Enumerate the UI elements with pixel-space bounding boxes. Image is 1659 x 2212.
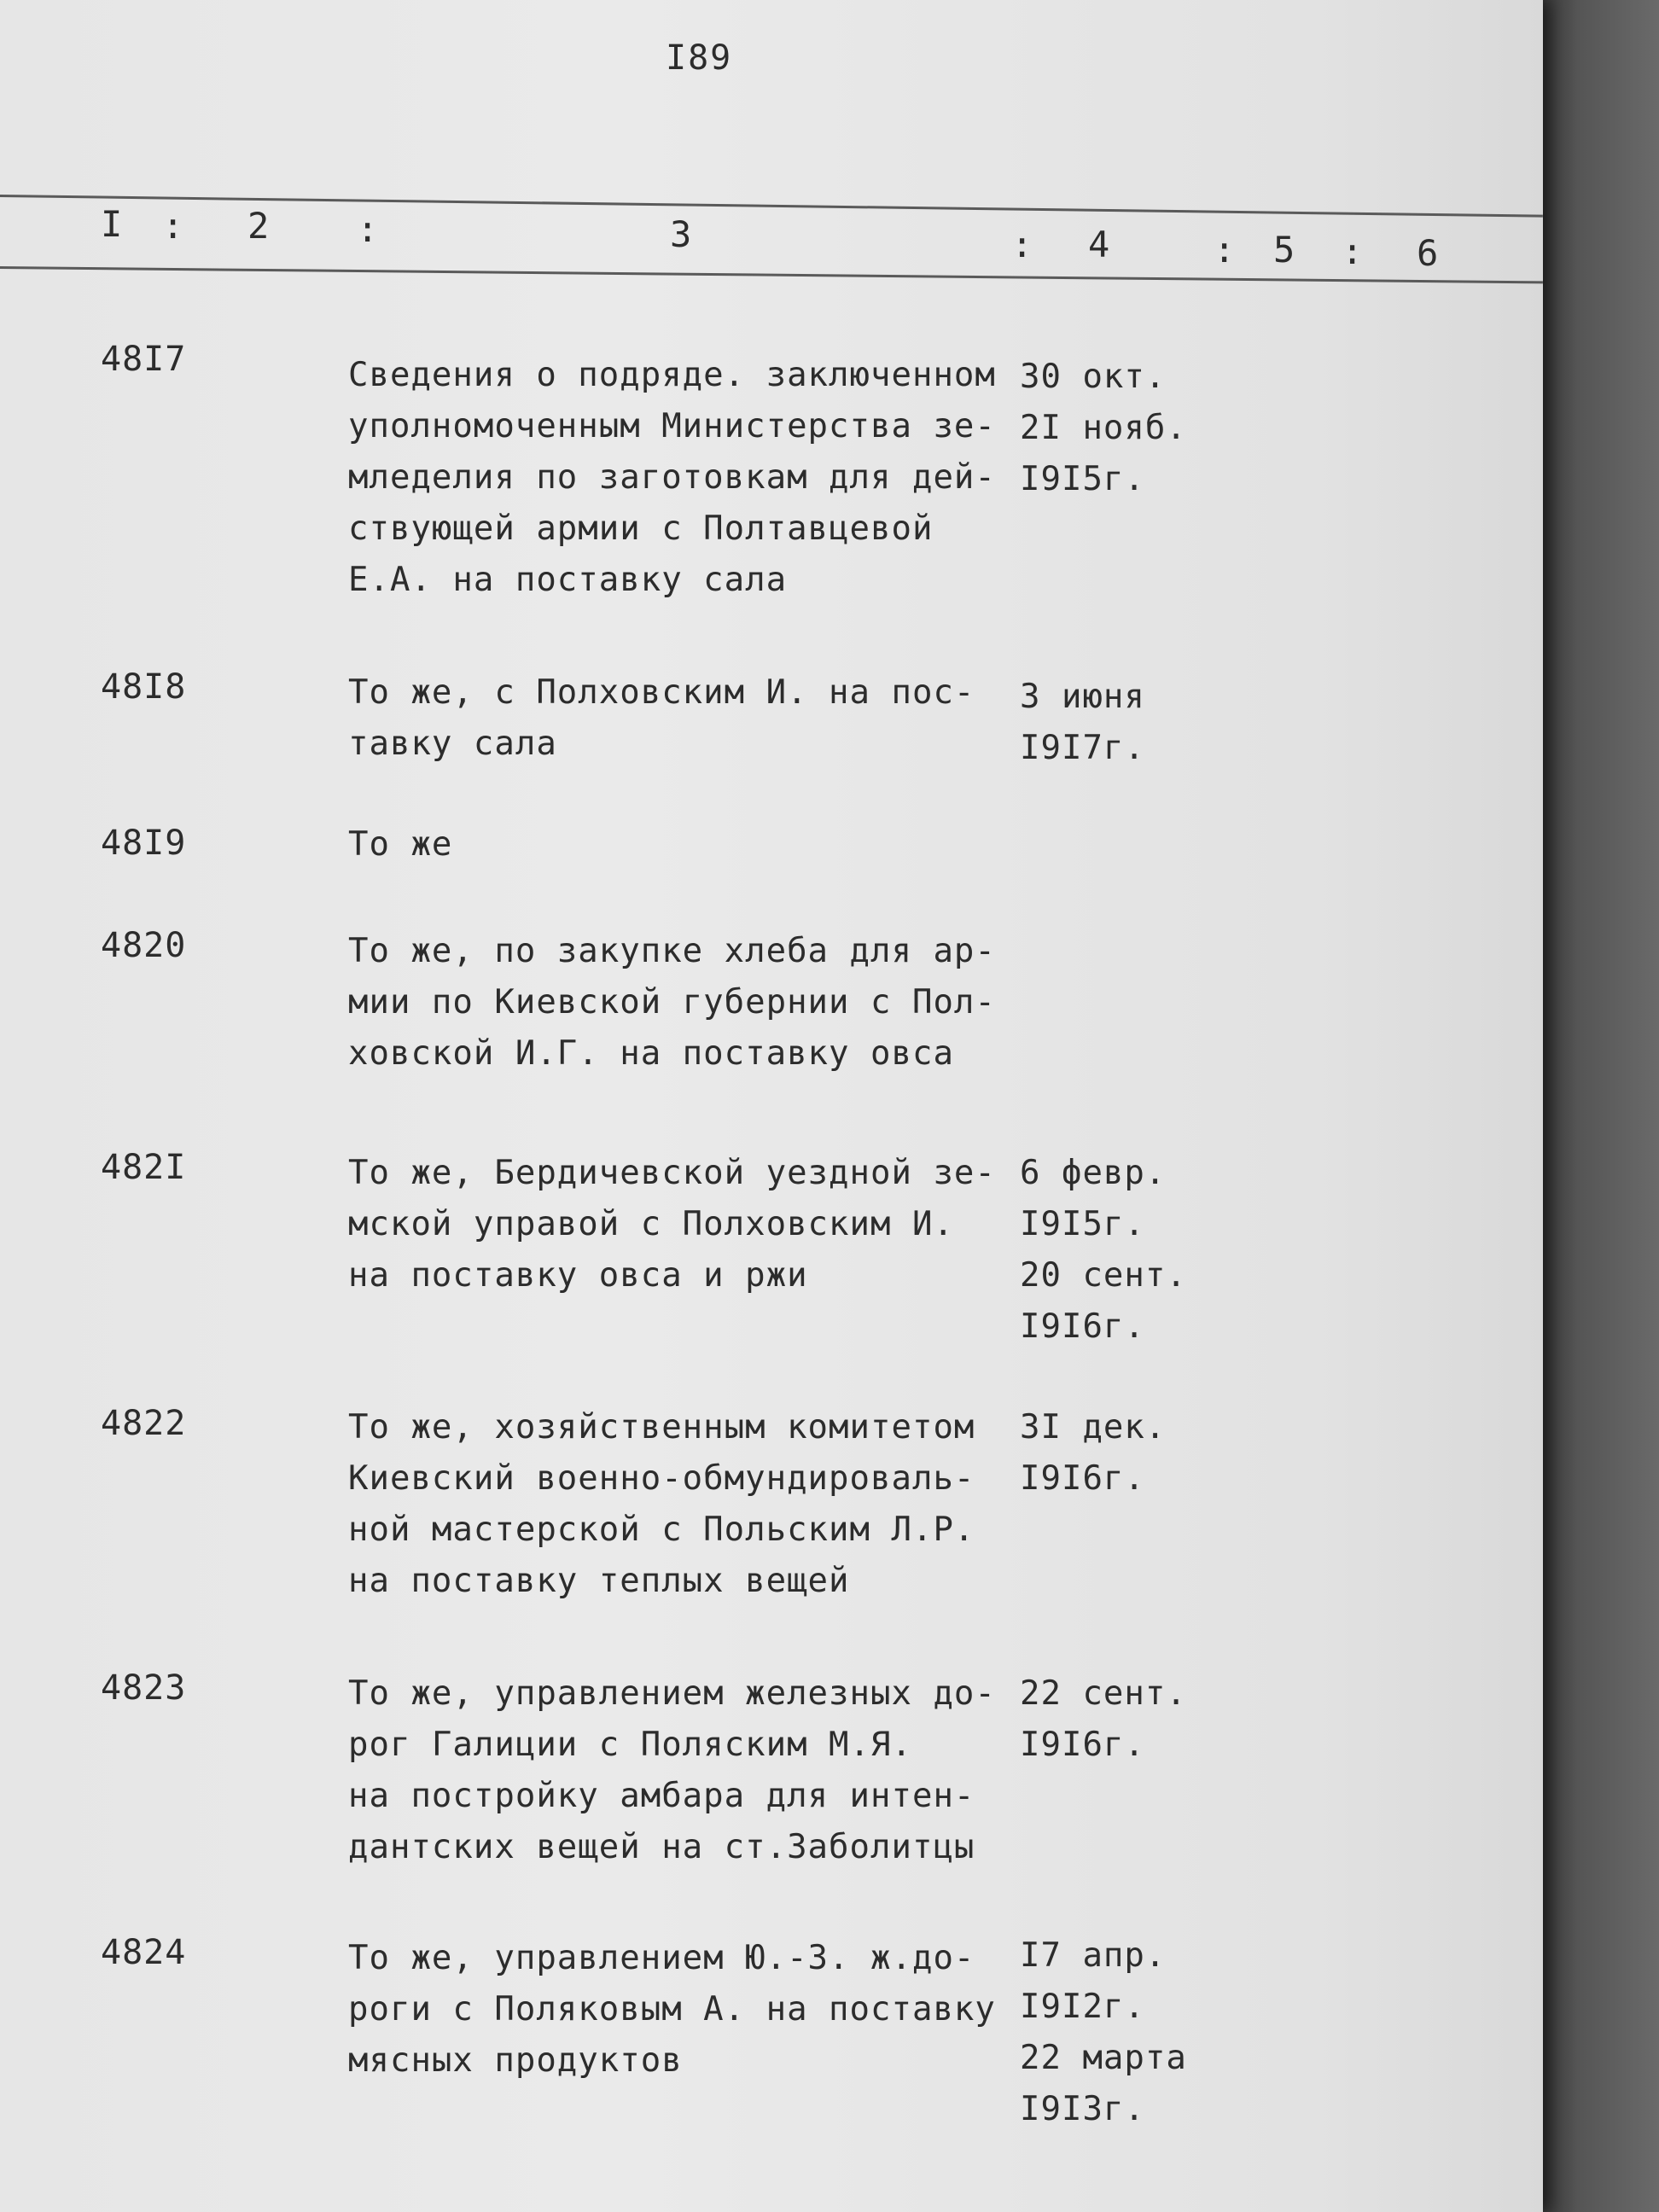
row-number: 4824	[101, 1933, 187, 1972]
header-sep-1: :	[162, 205, 184, 247]
row-description: То же, с Полховским И. на пос- тавку сала	[348, 673, 975, 763]
header-top-rule	[0, 195, 1543, 218]
row-description: То же, управлением железных до- рог Галиции с Поляским М.Я. на постройку амбара для интен- дантских вещей на ст.Заболитцы	[348, 1674, 996, 1866]
row-description: То же, хозяйственным комитетом Киевский военно-обмундироваль- ной мастерской с Польским Л.Р. на поставку теплых вещей	[348, 1408, 975, 1600]
row-description: То же, Бердичевской уездной зе- мской управой с Полховским И. на поставку овса и ржи	[348, 1154, 996, 1295]
row-number: 4822	[101, 1404, 187, 1443]
row-dates: 3I дек. I9I6г.	[1020, 1408, 1167, 1498]
header-col-5: 5	[1273, 229, 1295, 271]
header-col-3: 3	[670, 213, 692, 255]
row-number: 48I7	[101, 340, 187, 379]
row-dates: 22 сент. I9I6г.	[1020, 1674, 1187, 1764]
row-description: То же, управлением Ю.-З. ж.до- роги с Поляковым А. на поставку мясных продуктов	[348, 1939, 996, 2080]
header-sep-4: :	[1214, 229, 1236, 271]
header-bottom-rule	[0, 266, 1543, 283]
row-number: 4820	[101, 926, 187, 965]
header-col-6: 6	[1417, 232, 1439, 274]
header-col-4: 4	[1088, 224, 1110, 265]
header-col-2: 2	[247, 205, 270, 247]
header-sep-3: :	[1011, 224, 1033, 265]
row-description: То же	[348, 825, 453, 864]
row-number: 4823	[101, 1668, 187, 1708]
background-edge	[1543, 0, 1659, 2212]
header-sep-2: :	[357, 208, 379, 250]
header-sep-5: :	[1342, 230, 1364, 272]
row-dates: 30 окт. 2I нояб. I9I5г.	[1020, 358, 1187, 498]
row-number: 482I	[101, 1148, 187, 1187]
row-description: Сведения о подряде. заключенном уполномоченным Министерства зе- мледелия по заготовкам для дей- ствующей армии с Полтавцевой Е.А. на поставку сала	[348, 356, 996, 599]
row-dates: 3 июня I9I7г.	[1020, 678, 1145, 767]
row-description: То же, по закупке хлеба для ар- мии по Киевской губернии с Пол- ховской И.Г. на поставку овса	[348, 932, 996, 1073]
row-number: 48I9	[101, 824, 187, 863]
header-col-1: I	[101, 203, 123, 245]
row-dates: 6 февр. I9I5г. 20 сент. I9I6г.	[1020, 1154, 1187, 1346]
row-number: 48I8	[101, 667, 187, 707]
row-dates: I7 апр. I9I2г. 22 марта I9I3г.	[1020, 1936, 1187, 2128]
page-number: I89	[666, 38, 733, 78]
